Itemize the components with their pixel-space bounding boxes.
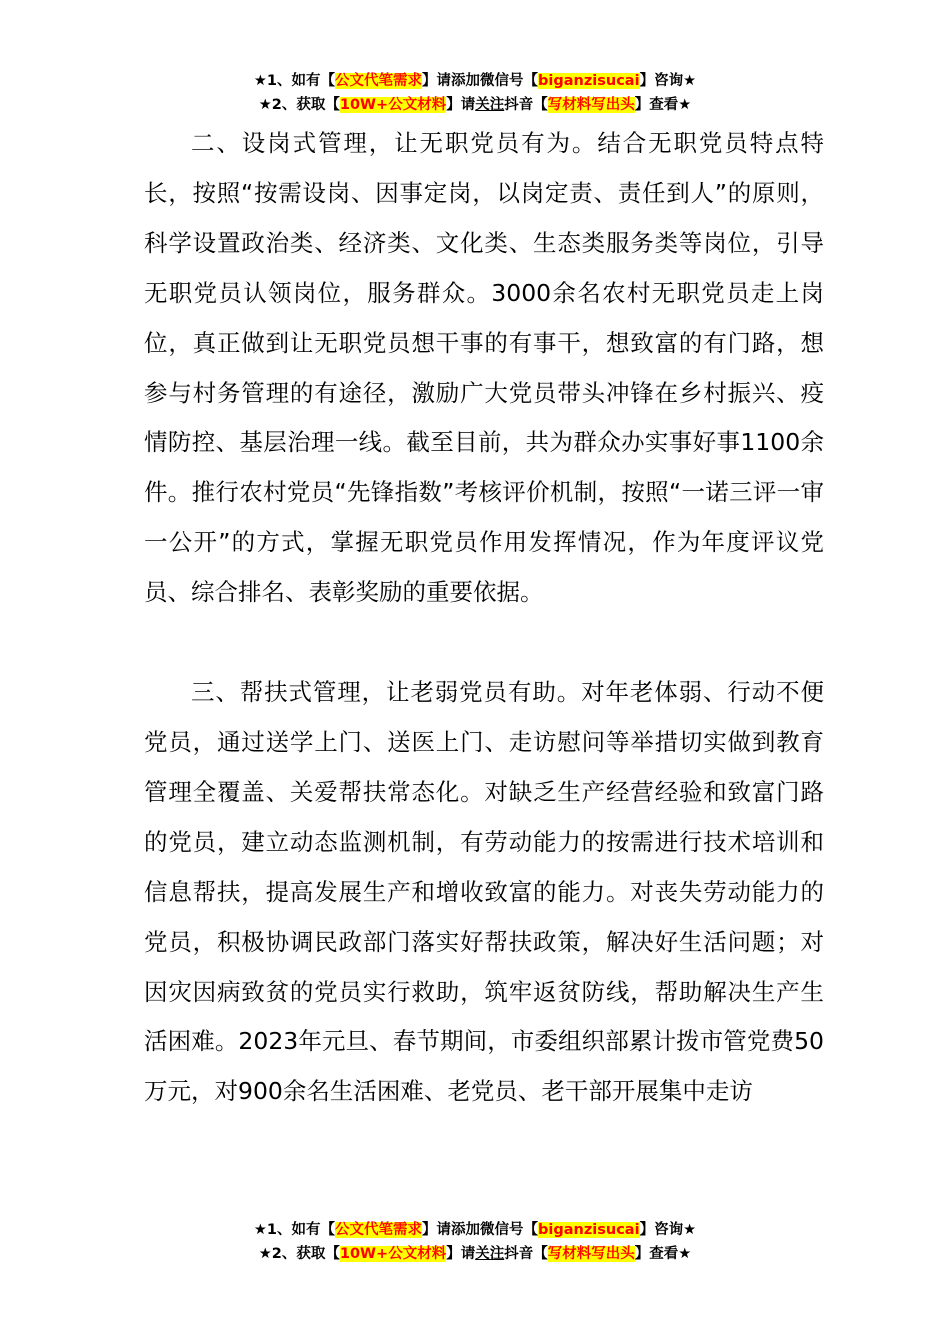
banner-emphasis: 关注 [475, 97, 505, 113]
banner-text: 】查看★ [634, 97, 692, 113]
banner-text: 】请 [446, 1246, 476, 1262]
banner-text: ★2、获取【 [258, 97, 340, 113]
banner-highlight-wechat-id: biganzisucai [538, 73, 640, 89]
banner-highlight-service: 公文代笔需求 [335, 73, 423, 89]
footer-banner [0, 1218, 950, 1266]
paragraph-section-3: 三、帮扶式管理，让老弱党员有助。对年老体弱、行动不便党员，通过送学上门、送医上门、走访慰问等举措切实做到教育管理全覆盖、关爱帮扶常态化。对缺乏生产经营经验和致富门路的党员，建立动态监测机制，有劳动能力的按需进行技术培训和信息帮扶，提高发展生产和增收致富的能力。对丧失劳动能力的党员，积极协调民政部门落实好帮扶政策，解决好生活问题；对因灾因病致贫的党员实行救助，筑牢返贫防线，帮助解决生产生活困难。2023年元旦、春节期间，市委组织部累计拨市管党费50万元，对900余名生活困难、老党员、老干部开展集中走访 [144, 678, 824, 1106]
banner-highlight-wechat-id: biganzisucai [538, 1222, 640, 1238]
banner-text: 】请 [422, 1222, 452, 1238]
banner-highlight-douyin-id: 写材料写出头 [547, 97, 635, 113]
banner-line-1 [0, 69, 950, 93]
banner-highlight-douyin-id: 写材料写出头 [547, 1246, 635, 1262]
header-banner [0, 69, 950, 117]
footer-line-1 [0, 1218, 950, 1242]
footer-line-2 [0, 1242, 950, 1266]
banner-text: 微信号【 [480, 1222, 539, 1238]
banner-emphasis: 添加 [451, 73, 481, 89]
banner-text: 】咨询★ [639, 73, 697, 89]
banner-highlight-materials: 10W+公文材料 [339, 1246, 447, 1262]
banner-text: ★2、获取【 [258, 1246, 340, 1262]
paragraph-spacer [144, 618, 824, 668]
banner-emphasis: 添加 [451, 1222, 481, 1238]
banner-text: 】请 [422, 73, 452, 89]
banner-text: 】请 [446, 97, 476, 113]
banner-highlight-service: 公文代笔需求 [335, 1222, 423, 1238]
banner-line-2 [0, 93, 950, 117]
banner-emphasis: 关注 [475, 1246, 505, 1262]
banner-text: 】查看★ [634, 1246, 692, 1262]
paragraph-section-2: 二、设岗式管理，让无职党员有为。结合无职党员特点特长，按照“按需设岗、因事定岗，以岗定责、责任到人”的原则，科学设置政治类、经济类、文化类、生态类服务类等岗位，引导无职党员认领岗位，服务群众。3000余名农村无职党员走上岗位，真正做到让无职党员想干事的有事干，想致富的有门路，想参与村务管理的有途径，激励广大党员带头冲锋在乡村振兴、疫情防控、基层治理一线。截至目前，共为群众办实事好事1100余件。推行农村党员“先锋指数”考核评价机制，按照“一诺三评一审一公开”的方式，掌握无职党员作用发挥情况，作为年度评议党员、综合排名、表彰奖励的重要依据。 [144, 129, 824, 607]
banner-text: ★1、如有【 [253, 1222, 336, 1238]
banner-text: 微信号【 [480, 73, 539, 89]
banner-text: 】咨询★ [639, 1222, 697, 1238]
document-body [144, 119, 824, 1117]
banner-text: 抖音【 [504, 1246, 548, 1262]
banner-text: 抖音【 [504, 97, 548, 113]
banner-text: ★1、如有【 [253, 73, 336, 89]
banner-highlight-materials: 10W+公文材料 [339, 97, 447, 113]
